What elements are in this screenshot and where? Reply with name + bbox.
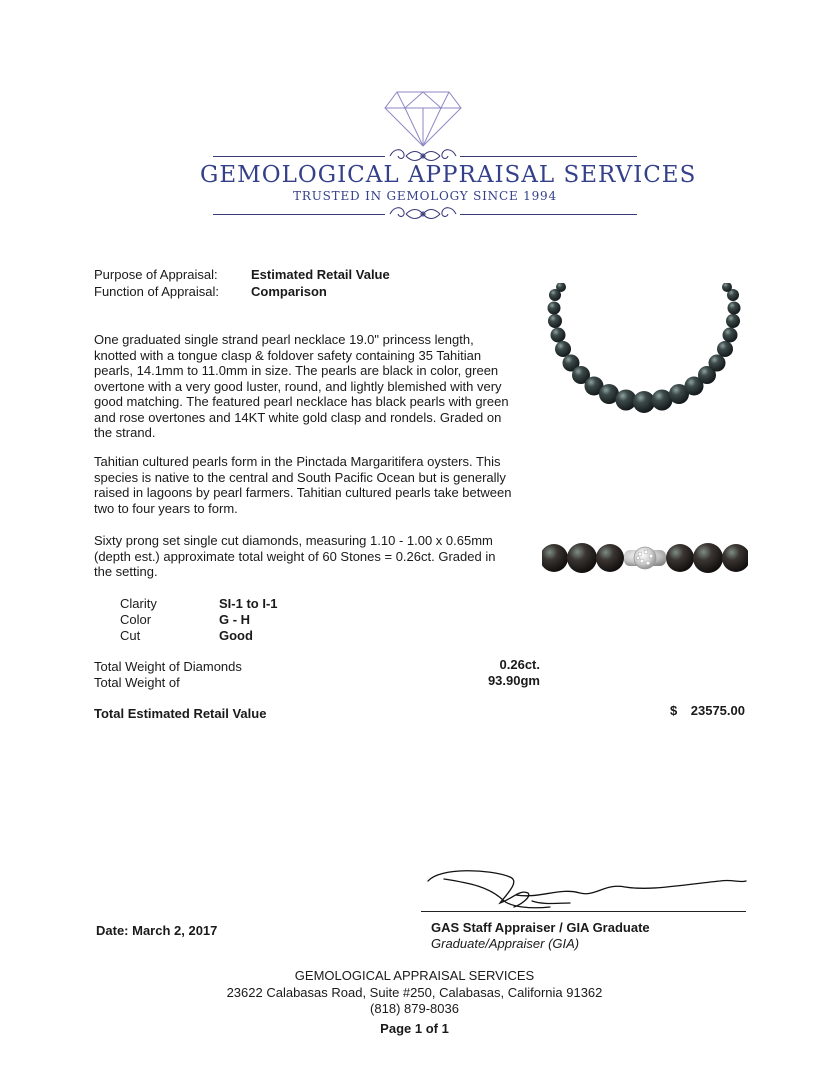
description-paragraph-tahitian: Tahitian cultured pearls form in the Pinctada Margaritifera oysters. This species is native to the central and South Pacific Ocean but is generally raised in lagoons by pearl farmers. Tahitian cultured pearls take between two to four years to form. [94,454,512,516]
appraisal-date: Date: March 2, 2017 [96,923,218,938]
appraiser-subtitle: Graduate/Appraiser (GIA) [431,936,580,951]
footer-company: GEMOLOGICAL APPRAISAL SERVICES [294,968,535,983]
header-rule [460,156,637,157]
grading-label-clarity: Clarity [120,596,157,611]
header-rule [213,156,385,157]
description-paragraph-diamonds: Sixty prong set single cut diamonds, measuring 1.10 - 1.00 x 0.65mm (depth est.) approximate total weight of 60 Stones = 0.26ct. Graded in the setting. [94,533,496,579]
company-tagline: TRUSTED IN GEMOLOGY SINCE 1994 [293,189,557,203]
flourish-ornament-icon [386,204,460,224]
header-rule [460,214,637,215]
diamond-logo-icon [383,88,463,148]
currency-symbol: $ [670,703,678,718]
total-retail-label: Total Estimated Retail Value [94,706,267,721]
header-rule [213,214,385,215]
grading-value-cut: Good [219,628,253,643]
grading-value-color: G - H [219,612,251,627]
total-diamonds-value: 0.26ct. [499,657,540,672]
appraiser-title: GAS Staff Appraiser / GIA Graduate [431,920,650,935]
grading-label-color: Color [120,612,152,627]
clasp-photo [542,536,748,580]
total-weight-label: Total Weight of [94,675,180,690]
company-name: GEMOLOGICAL APPRAISAL SERVICES [200,162,697,188]
function-value: Comparison [251,284,327,299]
grading-label-cut: Cut [120,628,141,643]
purpose-label: Purpose of Appraisal: [94,267,218,282]
appraiser-signature [420,863,750,915]
footer-phone: (818) 879-8036 [370,1001,459,1016]
description-paragraph-necklace: One graduated single strand pearl necklace 19.0" princess length, knotted with a tongue clasp & foldover safety containing 35 Tahitian pearls, 14.1mm to 11.0mm in size. The pearls are black in color, green overtone with a very good luster, round, and lightly blemished with very good matching. The featured pearl necklace has black pearls with green and rose overtones and 14KT white gold clasp and rondels. Graded on the strand. [94,332,509,440]
total-diamonds-label: Total Weight of Diamonds [94,659,242,674]
total-retail-value: 23575.00 [690,703,745,718]
page-number: Page 1 of 1 [380,1021,449,1036]
purpose-value: Estimated Retail Value [251,267,390,282]
signature-line [421,911,746,912]
necklace-photo [541,283,747,421]
total-weight-value: 93.90gm [487,673,540,688]
footer-address: 23622 Calabasas Road, Suite #250, Calabasas, California 91362 [226,985,603,1000]
grading-value-clarity: SI-1 to I-1 [219,596,278,611]
function-label: Function of Appraisal: [94,284,220,299]
